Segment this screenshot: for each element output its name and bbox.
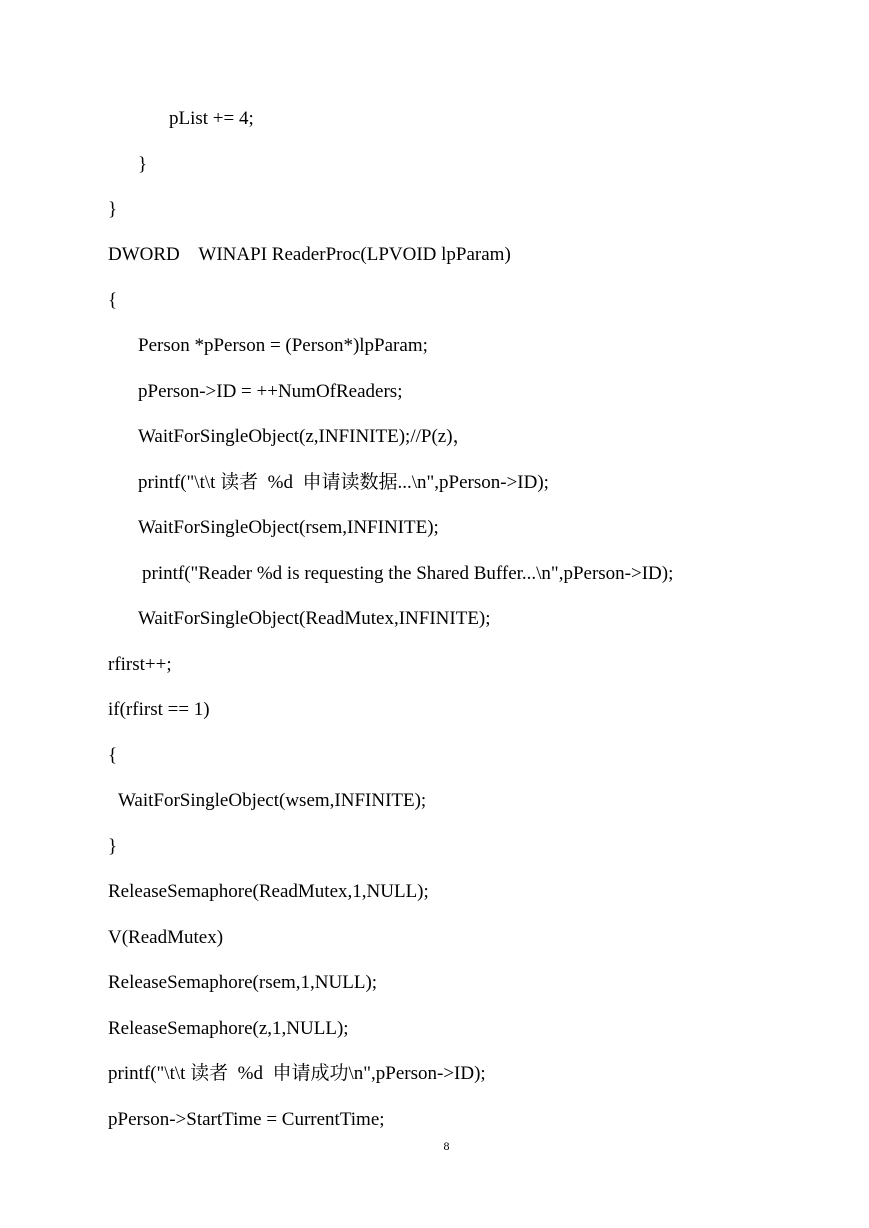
code-line: }	[108, 836, 118, 857]
code-line: ReleaseSemaphore(ReadMutex,1,NULL);	[108, 881, 429, 902]
code-line: WaitForSingleObject(rsem,INFINITE);	[138, 517, 439, 538]
code-line: }	[138, 154, 148, 175]
code-line: printf("\t\t 读者 %d 申请成功\n",pPerson->ID);	[108, 1063, 486, 1084]
code-line: V(ReadMutex)	[108, 927, 224, 948]
code-line: {	[108, 745, 118, 766]
code-line: if(rfirst == 1)	[108, 699, 210, 720]
code-line: DWORD WINAPI ReaderProc(LPVOID lpParam)	[108, 244, 511, 265]
code-line: WaitForSingleObject(ReadMutex,INFINITE);	[138, 608, 491, 629]
code-line: }	[108, 199, 118, 220]
code-line: rfirst++;	[108, 654, 172, 675]
page-number: 8	[443, 1139, 450, 1153]
code-line: printf("\t\t 读者 %d 申请读数据...\n",pPerson->ID);	[138, 472, 549, 493]
code-line: pPerson->ID = ++NumOfReaders;	[138, 381, 403, 402]
code-line: WaitForSingleObject(wsem,INFINITE);	[118, 790, 427, 811]
code-line: WaitForSingleObject(z,INFINITE);//P(z)，	[138, 426, 472, 447]
code-line: {	[108, 290, 118, 311]
code-line: ReleaseSemaphore(z,1,NULL);	[108, 1018, 349, 1039]
code-line: printf("Reader %d is requesting the Shared Buffer...\n",pPerson->ID);	[142, 563, 674, 584]
code-line: pList += 4;	[169, 108, 254, 129]
code-line: ReleaseSemaphore(rsem,1,NULL);	[108, 972, 378, 993]
code-line: pPerson->StartTime = CurrentTime;	[108, 1109, 385, 1130]
code-line: Person *pPerson = (Person*)lpParam;	[138, 335, 428, 356]
